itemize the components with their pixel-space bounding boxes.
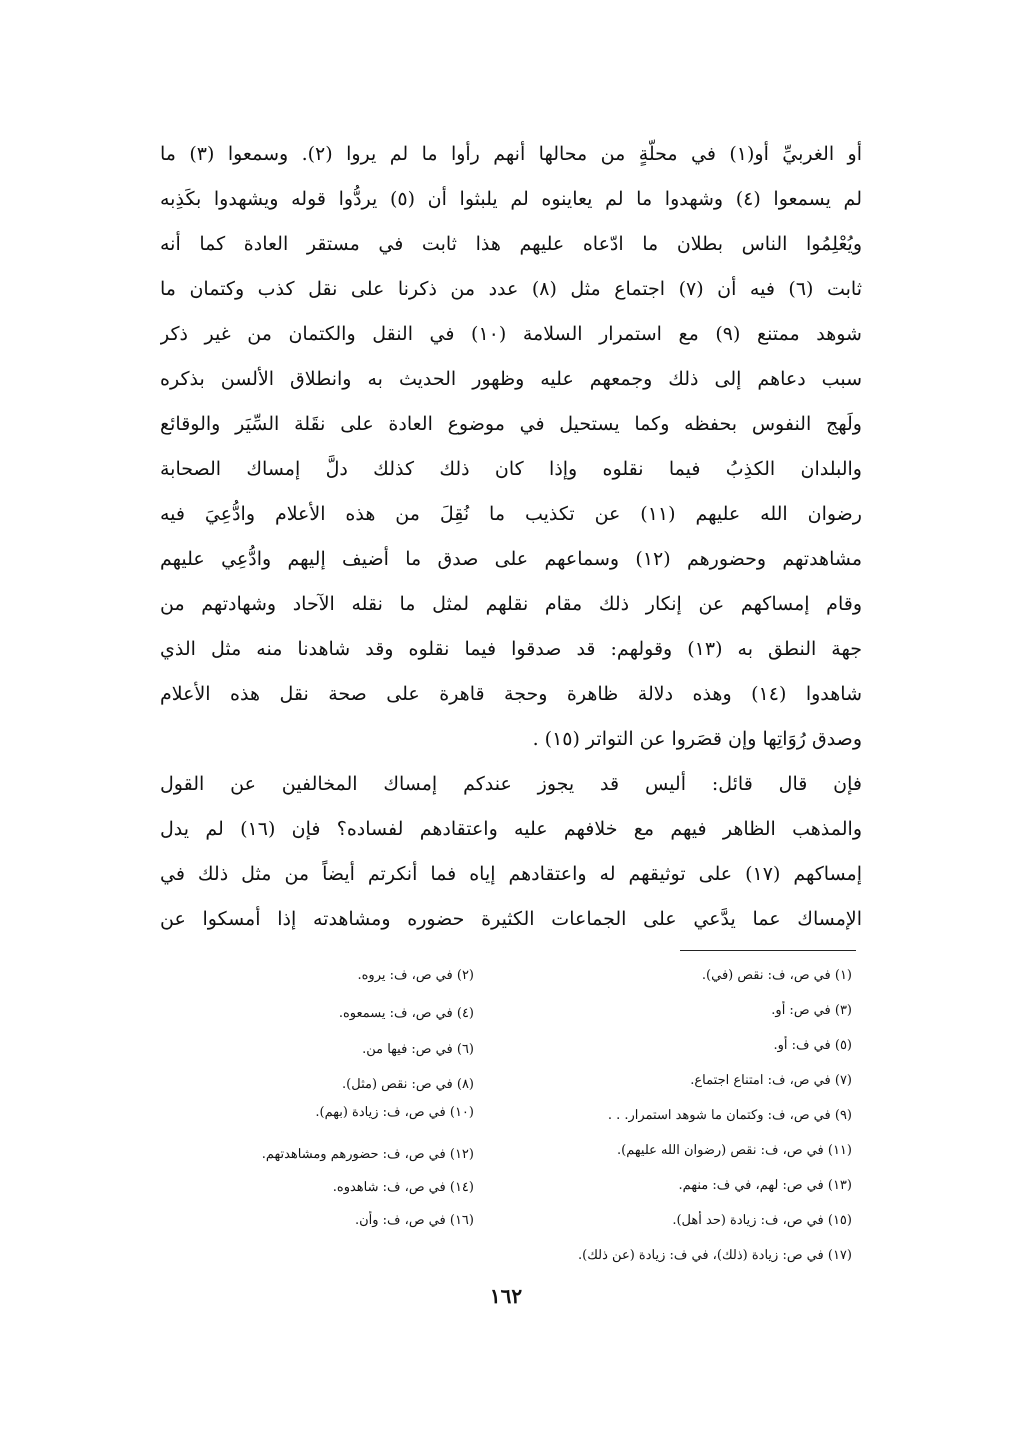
footnote-text: في ص، ف: امتناع اجتماع.: [690, 1073, 831, 1088]
footnote-text: في ص: نقص (مثل).: [342, 1077, 453, 1092]
footnote-text: في ص: زيادة (ذلك)، في ف: زيادة (عن ذلك).: [578, 1248, 824, 1263]
footnote: [150, 1178, 474, 1198]
footnote: [150, 1145, 474, 1165]
body-line: شوهد ممتنع (٩) مع استمرار السلامة (١٠) في النقل والكتمان من غير ذكر: [160, 323, 862, 345]
footnote-number: (٢): [456, 968, 474, 983]
footnote: [520, 1106, 852, 1126]
body-line: أو الغربيِّ أو‏(١) في محلّةٍ من محالها أنهم رأوا ما لم يروا (٢). وسمعوا (٣) ما: [160, 143, 862, 165]
body-line: لم يسمعوا (٤) وشهدوا ما لم يعاينوه لم يلبثوا أن (٥) يردُّوا قوله ويشهدوا بكَذِبه: [160, 188, 862, 210]
footnote: [150, 1004, 474, 1024]
footnote-text: في ص: فيها من.: [362, 1042, 453, 1057]
footnote: [150, 1211, 474, 1231]
footnote-number: (٤): [456, 1006, 474, 1021]
footnote-number: (٦): [456, 1042, 474, 1057]
footnote: [150, 1103, 474, 1123]
footnote: [300, 1246, 852, 1266]
body-line: سبب دعاهم إلى ذلك وجمعهم عليه وظهور الحديث به وانطلاق الألسن بذكره: [160, 368, 862, 390]
footnote-text: في ص: لهم، في ف: منهم.: [678, 1178, 824, 1193]
footnote-number: (١١): [827, 1143, 852, 1158]
body-line: رضوان الله عليهم (١١) عن تكذيب ما نُقِلَ من هذه الأعلام وادُّعِيَ فيه: [160, 503, 862, 525]
body-line: ويُعْلِمُوا الناس بطلان ما ادّعاه عليهم هذا ثابت في مستقر العادة كما أنه: [160, 233, 862, 255]
footnote-number: (٣): [834, 1003, 852, 1018]
body-line: وصدق رُوَاتِها وإن قصَروا عن التواتر (١٥) .: [532, 728, 862, 750]
footnote-number: (٥): [834, 1038, 852, 1053]
footnote-text: في ص، ف: زيادة (بهم).: [315, 1105, 446, 1120]
footnote-number: (١٠): [449, 1105, 474, 1120]
body-line: جهة النطق به (١٣) وقولهم: قد صدقوا فيما نقلوه وقد شاهدنا منه مثل الذي: [160, 638, 862, 660]
body-line: مشاهدتهم وحضورهم (١٢) وسماعهم على صدق ما أضيف إليهم وادُّعِي عليهم: [160, 548, 862, 570]
footnote-number: (١٣): [827, 1178, 852, 1193]
body-line: الإمساك عما يدَّعي على الجماعات الكثيرة حضوره ومشاهدته إذا أمسكوا عن: [160, 908, 862, 930]
footnote: [150, 966, 474, 986]
footnote-number: (٧): [834, 1073, 852, 1088]
body-line: إمساكهم (١٧) على توثيقهم له واعتقادهم إياه فما أنكرتم أيضاً من مثل ذلك في: [160, 863, 862, 885]
footnote-text: في ص، ف: يروه.: [357, 968, 453, 983]
footnote-text: في ص: أو.: [771, 1003, 831, 1018]
footnote: [520, 1071, 852, 1091]
footnote: [150, 1040, 474, 1060]
body-line: والمذهب الظاهر فيهم مع خلافهم عليه واعتقادهم لفساده؟ فإن (١٦) لم يدل: [160, 818, 862, 840]
footnote-text: في ف: أو.: [773, 1038, 831, 1053]
footnote: [520, 1176, 852, 1196]
footnote-text: في ص، ف: حضورهم ومشاهدتهم.: [261, 1147, 446, 1162]
page-number: ١٦٢: [489, 1284, 523, 1308]
footnote-number: (١٦): [449, 1213, 474, 1228]
footnote-number: (٨): [456, 1077, 474, 1092]
body-line: والبلدان الكذِبُ فيما نقلوه وإذا كان ذلك كذلك دلَّ إمساك الصحابة: [160, 458, 862, 480]
footnote-text: في ص، ف: نقص (في).: [701, 968, 831, 983]
body-line: ولَهج النفوس بحفظه وكما يستحيل في موضوع العادة على نقَلة السِّيَر والوقائع: [160, 413, 862, 435]
footnote: [520, 1036, 852, 1056]
footnote-number: (١): [834, 968, 852, 983]
footnote-separator: [680, 950, 856, 951]
footnote-number: (١٤): [449, 1180, 474, 1195]
footnote-text: في ص، ف: وكتمان ما شوهد استمرار. . .: [607, 1108, 831, 1123]
body-line: ثابت (٦) فيه أن (٧) اجتماع مثل (٨) عدد من ذكرنا على نقل كذب وكتمان ما: [160, 278, 862, 300]
footnote-number: (١٥): [827, 1213, 852, 1228]
body-line: وقام إمساكهم عن إنكار ذلك مقام نقلهم لمثل ما نقله الآحاد وشهادتهم من: [160, 593, 862, 615]
footnote: [520, 1141, 852, 1161]
footnote-text: في ص، ف: وأن.: [354, 1213, 446, 1228]
footnote: [520, 1001, 852, 1021]
body-line: شاهدوا (١٤) وهذه دلالة ظاهرة وحجة قاهرة على صحة نقل هذه الأعلام: [160, 683, 862, 705]
footnote-number: (١٧): [827, 1248, 852, 1263]
body-line: فإن قال قائل: أليس قد يجوز عندكم إمساك المخالفين عن القول: [160, 773, 862, 795]
footnote: [520, 1211, 852, 1231]
footnote-number: (٩): [834, 1108, 852, 1123]
footnote: [520, 966, 852, 986]
footnote-text: في ص، ف: يسمعوه.: [338, 1006, 453, 1021]
footnote-number: (١٢): [449, 1147, 474, 1162]
footnote: [150, 1075, 474, 1095]
footnote-text: في ص، ف: نقص (رضوان الله عليهم).: [617, 1143, 824, 1158]
footnote-text: في ص، ف: شاهدوه.: [332, 1180, 446, 1195]
footnote-text: في ص، ف: زيادة (حد أهل).: [672, 1213, 824, 1228]
